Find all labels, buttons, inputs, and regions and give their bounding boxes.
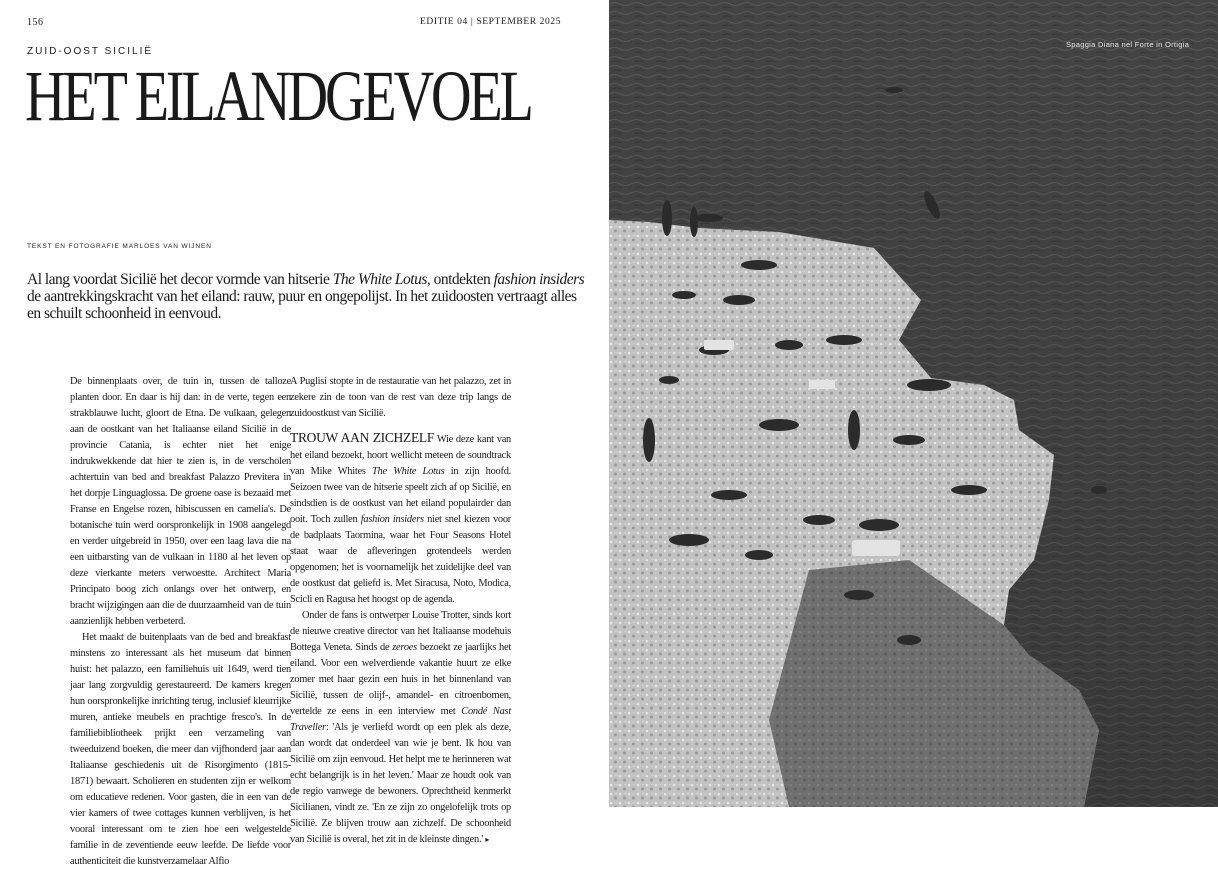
body-paragraph: De binnenplaats over, de tuin in, tussen de talloze planten door. En daar is hij dan: in de verte, tegen een strakblauwe lucht, gloort de Etna. De vulkaan, gelegen aan de oostkant van het Italiaanse eiland Sicilië in de provincie Catania, is echter niet het enige indrukwekkende dat hier te zien is, in de verscholen achtertuin van bed and breakfast Palazzo Previtera in het dorpje Linguaglossa. De groene oase is bezaaid met Franse en Engelse rozen, hibiscussen en camelia's. De botanische tuin werd oorspronkelijk in 1908 aangelegd en verder uitgebreid in 1950, over een laag lava die na een uitbarsting van de vulkaan in 1180 al het leven op deze vierkante meters verwoestte. Architect Maria Principato boog zich onlangs over het ontwerp, en bracht wijzigingen aan die de duurzaamheid van de tuin aanzienlijk hebben verbeterd. — [70, 376, 291, 627]
body-column-1 — [70, 374, 291, 870]
running-head — [420, 17, 561, 27]
body-paragraph: A Puglisi stopte in de restauratie van het palazzo, zet in zekere zin de toon van de rest van deze trip langs de zuidoostkust van Sicilië. — [290, 376, 511, 419]
intro-text: de aantrekkingskracht van het eiland: rauw, puur en ongepolijst. In het zuidoosten vertraagt alles en schuilt schoonheid in eenvoud. — [27, 288, 577, 322]
left-page — [0, 0, 609, 867]
edition-label: EDITIE 04 — [420, 17, 468, 27]
body-text: bezoekt ze jaarlijks het eiland. Voor een welverdiende vakantie huurt ze elke zomer met haar gezin een huis in het binnenland van Sicilië, tussen de olijf-, amandel- en citroenbomen, vertelde ze eens in een interview met — [290, 642, 511, 717]
page-number: 156 — [27, 17, 44, 28]
body-zeroes: zeroes — [392, 642, 417, 653]
body-fashion-insiders: fashion insiders — [360, 514, 424, 525]
photo-caption: Spaggia Diana nel Forte in Ortigia — [1066, 40, 1190, 49]
swimmer-figure — [1091, 486, 1107, 494]
body-text: Onder de fans is ontwerper Louise Trotter, sinds kort de nieuwe creative director van het Italiaanse modehuis Bottega Veneta. Sinds de — [290, 610, 511, 653]
body-text: Wie deze kant van het eiland bezoekt, hoort wellicht meteen de soundtrack van Mike Whites — [290, 434, 512, 477]
article-headline: HET EILANDGEVOEL — [25, 56, 531, 136]
body-series-title: The White Lotus — [372, 466, 445, 477]
body-paragraph — [290, 430, 511, 608]
body-publication: Condé Nast Traveller — [290, 706, 511, 733]
issue-date: SEPTEMBER 2025 — [476, 17, 562, 27]
intro-fashion-insiders: fashion insiders — [493, 271, 585, 288]
subheading: TROUW AAN ZICHZELF — [290, 430, 435, 445]
swimmer-figure — [885, 87, 903, 93]
body-text: in zijn hoofd. Seizoen twee van de hitserie speelt zich af op Sicilië, en sindsdien is de oostkust van het eiland populairder dan ooit. Toch zullen — [290, 466, 512, 525]
running-head-divider: | — [470, 17, 474, 27]
intro-series-title: The White Lotus — [332, 271, 427, 288]
intro-paragraph — [27, 271, 587, 322]
byline: TEKST EN FOTOGRAFIE MARLOES VAN WIJNEN — [27, 243, 212, 250]
intro-text: Al lang voordat Sicilië het decor vormde van hitserie — [27, 271, 333, 288]
section-kicker: ZUID-OOST SICILIË — [27, 46, 154, 57]
body-text: : 'Als je verliefd wordt op een plek als deze, dan wordt dat onderdeel van wie je bent. Ik hou van Sicilië om zijn eenvoud. Het helpt me te herinneren wat echt belangrijk is in het leven.' Maar ze houdt ook van de regio vanwege de bewoners. Oprechtheid kenmerkt Sicilianen, vindt ze. 'En ze zijn zo ongelofelijk trots op Sicilië. Ze blijven trouw aan zichzelf. De schoonheid van Sicilië is overal, het zit in de kleinste dingen.' — [290, 722, 511, 845]
article-photo — [609, 0, 1218, 807]
body-paragraph — [290, 608, 511, 848]
end-mark-icon: ▸ — [485, 835, 490, 844]
body-column-2 — [290, 374, 511, 848]
intro-text: , ontdekten — [426, 271, 494, 288]
coastal-rock-photo — [609, 0, 1218, 807]
body-paragraph: Het maakt de buitenplaats van de bed and breakfast minstens zo interessant als het museum dat binnen huist: het palazzo, een familiehuis uit 1649, werd tien jaar lang zorgvuldig gerestaureerd. De kamers kregen hun oorspronkelijke inrichting terug, inclusief kleurrijke muren, antieke meubels en prachtige fresco's. In de familiebibliotheek prijkt een verzameling van tweeduizend boeken, die meer dan vijfhonderd jaar aan Italiaanse geschiedenis uit de Risorgimento (1815-1871) bewaart. Scholieren en studenten zijn er welkom om educatieve redenen. Voor gasten, die in een van de vier kamers of twee cottages kunnen verblijven, is het vooral interessant om te zien hoe een welgestelde familie in de zeventiende eeuw leefde. De liefde voor authenticiteit die kunstverzamelaar Alfio — [70, 632, 291, 867]
body-text: niet snel kiezen voor de badplaats Taormina, waar het Four Seasons Hotel staat waar de afleveringen grotendeels werden opgenomen; het is voornamelijk het zuidelijke deel van de oostkust dat geliefd is. Met Siracusa, Noto, Modica, Scicli en Ragusa het hoogst op de agenda. — [290, 514, 511, 605]
